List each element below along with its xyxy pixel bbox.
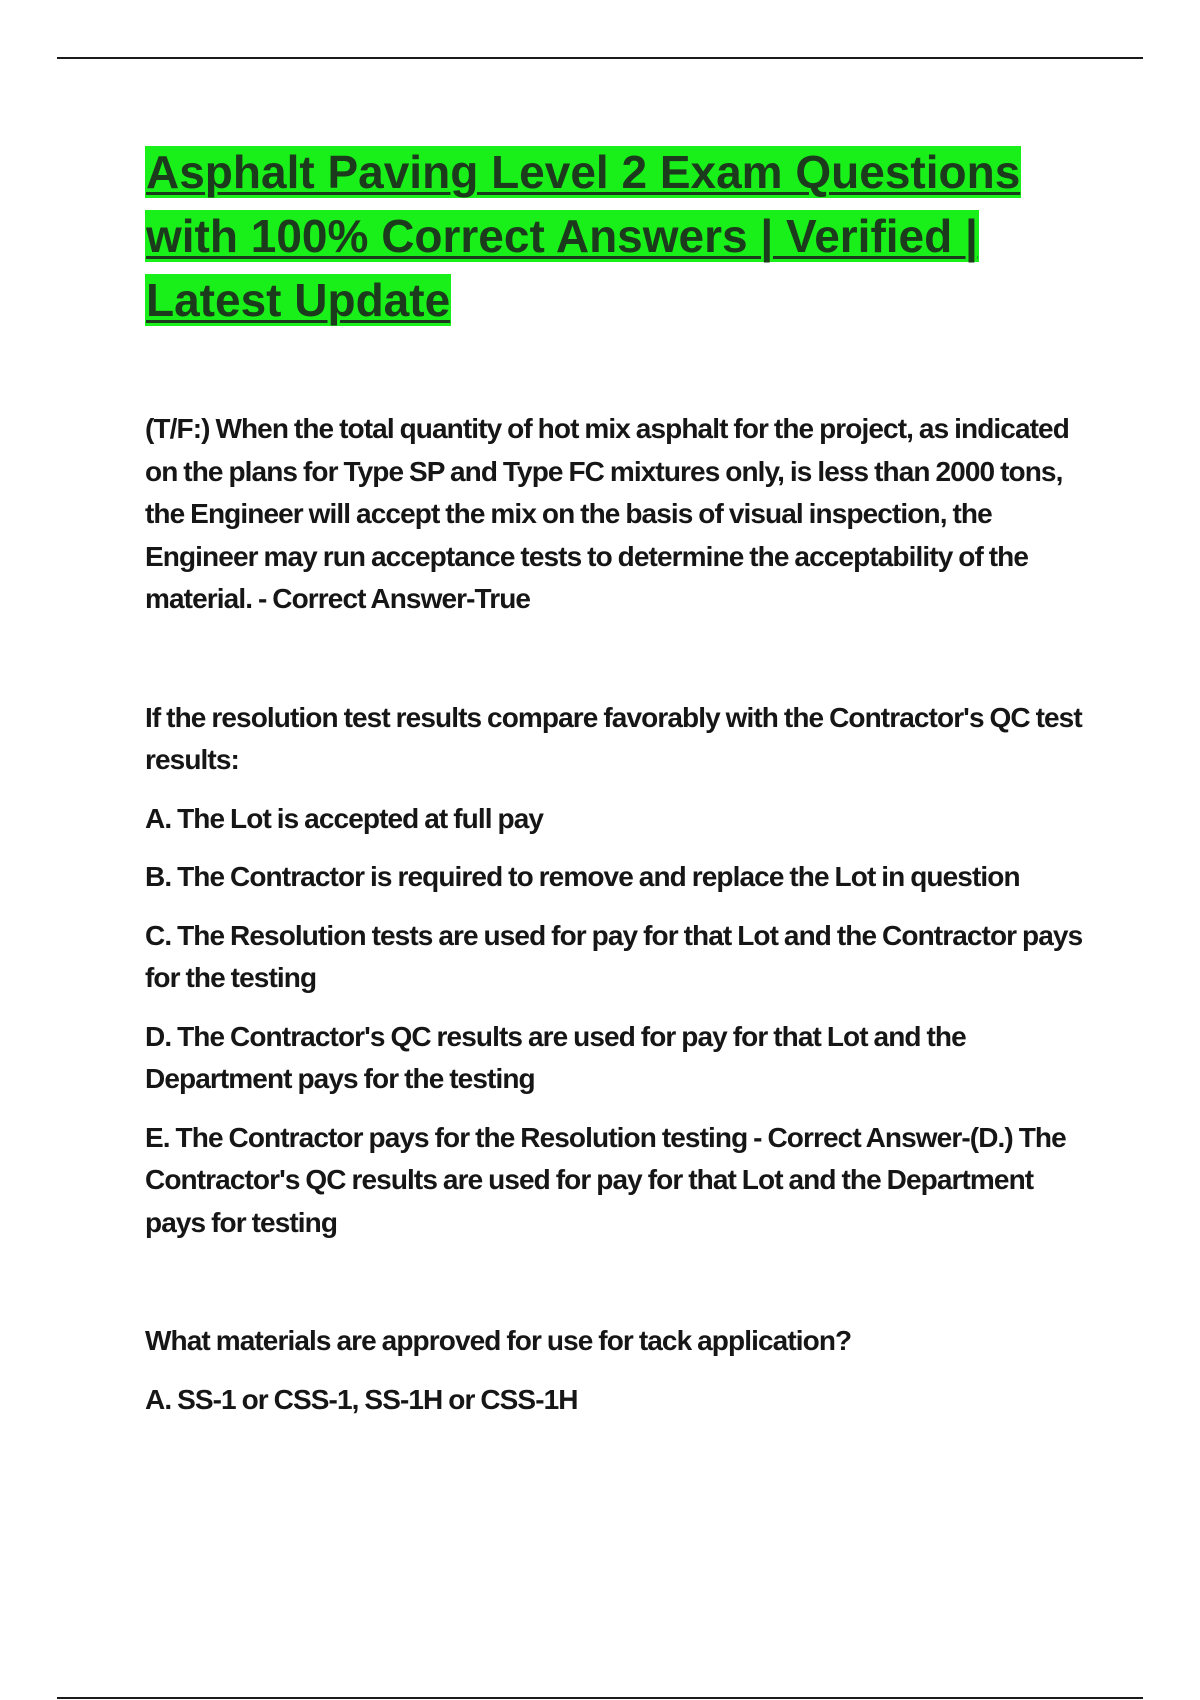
title-highlight: Asphalt Paving Level 2 Exam Questions with 100% Correct Answers | Verified | Latest Update xyxy=(146,146,1021,326)
question-2-option-c: C. The Resolution tests are used for pay for that Lot and the Contractor pays for the testing xyxy=(145,919,1083,993)
question-1-text: (T/F:) When the total quantity of hot mix asphalt for the project, as indicated on the plans for Type SP and Type FC mixtures only, is less than 2000 tons, the Engineer will accept the mix on the basis of visual inspection, the Engineer may run acceptance tests to determine the acceptability of the material. - Correct Answer-True xyxy=(145,413,1069,614)
document-title xyxy=(145,140,1090,332)
question-list xyxy=(145,408,1090,1421)
document-page xyxy=(145,140,1090,1421)
question-2-option-b: B. The Contractor is required to remove and replace the Lot in question xyxy=(145,861,1020,892)
footer-rule xyxy=(57,1697,1143,1699)
question-2-text: If the resolution test results compare favorably with the Contractor's QC test results: xyxy=(145,701,1082,775)
question-3-text: What materials are approved for use for tack application? xyxy=(145,1325,852,1356)
question-2-option-d: D. The Contractor's QC results are used for pay for that Lot and the Department pays for the testing xyxy=(145,1020,966,1094)
question-3-option-a: A. SS-1 or CSS-1, SS-1H or CSS-1H xyxy=(145,1383,578,1415)
question-2-option-e-answer: E. The Contractor pays for the Resolution testing - Correct Answer-(D.) The Contractor's QC results are used for pay for that Lot and the Department pays for testing xyxy=(145,1121,1066,1238)
question-2-option-a: A. The Lot is accepted at full pay xyxy=(145,802,544,834)
header-rule xyxy=(57,57,1143,59)
